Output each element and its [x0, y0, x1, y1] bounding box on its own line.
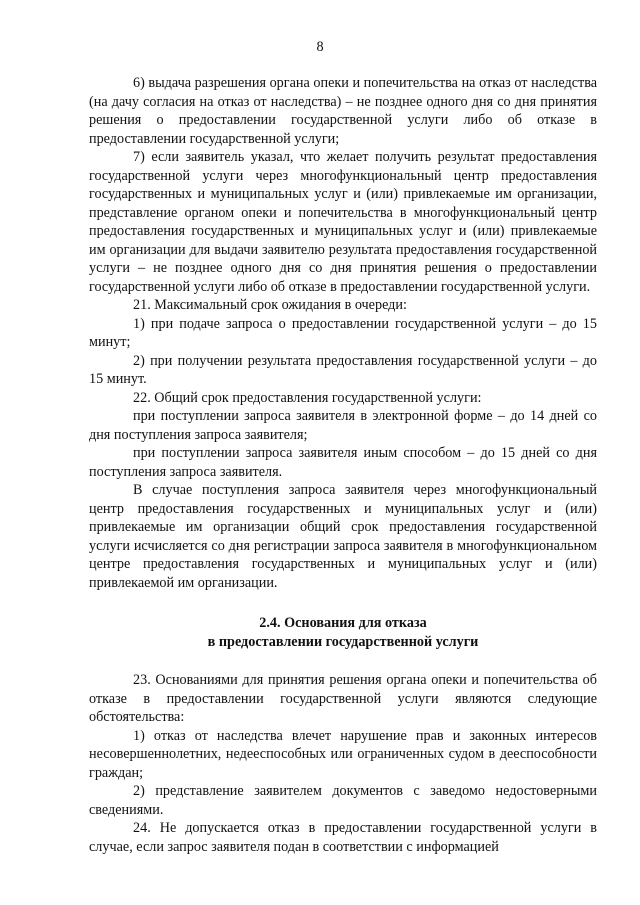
document-body [89, 74, 597, 856]
paragraph-clause-22-mfc: В случае поступления запроса заявителя через многофункциональный центр предоставления государственных и муниципальных услуг и (или) привлекаемые им организации общий срок предоставления государственной услуги исчисляется со дня регистрации запроса заявителя в многофункциональном центре предоставления государственных и муниципальных услуг и (или) привлекаемой им организации. [89, 482, 597, 591]
paragraph-clause-23-item-1: 1) отказ от наследства влечет нарушение прав и законных интересов несовершеннолетних, недееспособных или ограниченных судом в дееспособности граждан; [89, 727, 597, 781]
paragraph-clause-24: 24. Не допускается отказ в предоставлении государственной услуги в случае, если запрос заявителя подан в соответствии с информацией [89, 820, 597, 855]
paragraph-clause-21: 21. Максимальный срок ожидания в очереди: [133, 297, 407, 313]
section-heading [89, 614, 597, 651]
paragraph-item-6: 6) выдача разрешения органа опеки и попечительства на отказ от наследства (на дачу согласия на отказ от наследства) – не позднее одного дня со дня принятия решения о предоставлении государственной услуги либо об отказе в предоставлении государственной услуги; [89, 75, 597, 147]
paragraph-clause-22-electronic: при поступлении запроса заявителя в электронной форме – до 14 дней со дня поступления запроса заявителя; [89, 408, 597, 443]
section-heading-line-2: в предоставлении государственной услуги [207, 633, 479, 650]
paragraph-clause-23: 23. Основаниями для принятия решения органа опеки и попечительства об отказе в предоставлении государственной услуги являются следующие обстоятельства: [89, 672, 597, 725]
paragraph-clause-21-item-2: 2) при получении результата предоставления государственной услуги – до 15 минут. [89, 352, 597, 387]
paragraph-clause-22: 22. Общий срок предоставления государственной услуги: [133, 389, 482, 406]
page-number: 8 [316, 39, 324, 55]
paragraph-clause-22-other: при поступлении запроса заявителя иным способом – до 15 дней со дня поступления запроса заявителя. [89, 445, 597, 480]
paragraph-item-7: 7) если заявитель указал, что желает получить результат предоставления государственной услуги через многофункциональный центр предоставления государственных и муниципальных услуг и (или) привлекаемые им организации, представление органом опеки и попечительства в многофункциональный центр предоставления государственных и муниципальных услуг и (или) привлекаемые им организации для выдачи заявителю результата предоставления государственной услуги – не позднее одного дня со дня принятия решения о предоставлении государственной услуги либо об отказе в предоставлении государственной услуги. [89, 149, 597, 295]
paragraph-clause-21-item-1: 1) при подаче запроса о предоставлении государственной услуги – до 15 минут; [89, 315, 597, 350]
section-heading-line-1: 2.4. Основания для отказа [259, 615, 427, 631]
paragraph-clause-23-item-2: 2) представление заявителем документов с заведомо недостоверными сведениями. [89, 783, 597, 818]
